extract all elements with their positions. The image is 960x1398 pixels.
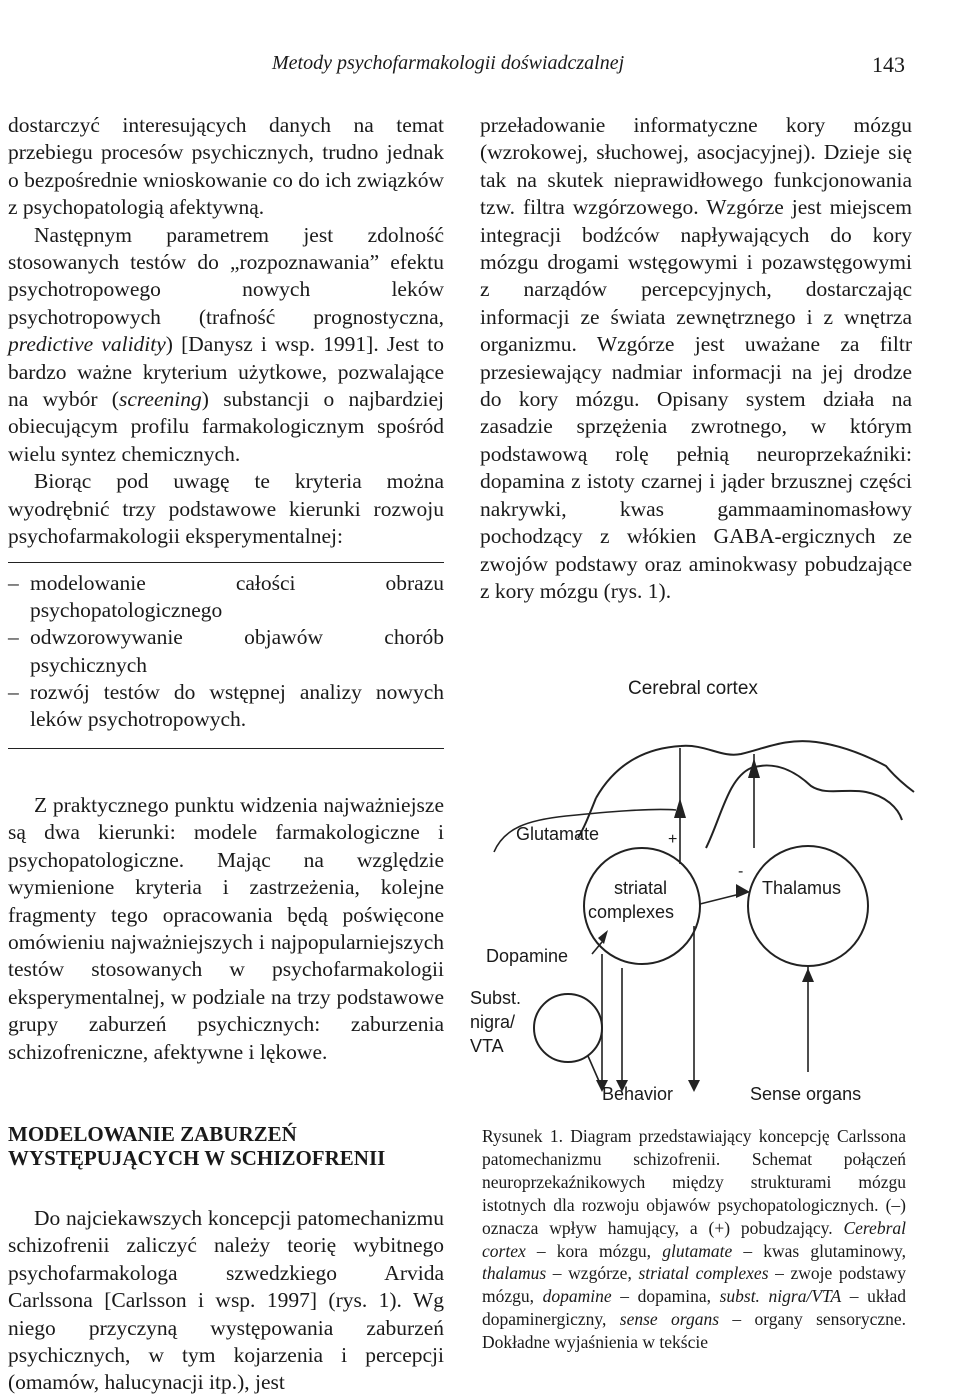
cerebral-cortex-label: Cerebral cortex <box>628 678 758 699</box>
sense-organs-label: Sense organs <box>750 1084 862 1104</box>
italic-term: predictive validity <box>8 332 166 357</box>
running-title: Metody psychofarmakologii doświadczalnej <box>272 52 625 74</box>
text-run: ) [Danysz i wsp. 1991]. Jest to bardzo ważne kryterium użytkowe, pozwalające na wybór ( <box>8 332 444 412</box>
left-column-bottom <box>8 1205 444 1397</box>
paragraph-practical: Z praktycznego punktu widzenia najważniejsze są dwa kierunki: modele farmakologiczne i psychopatologiczne. Mając na względzie wymienione kryteria i zastrzeżenia, kolejne fragmenty tego opracowania będą poświęcone omówieniu najważniejszych i najpopularniejszych testów stosowanych w psychofarmakologii eksperymentalnej, w podziale na trzy podstawowe grupy zaburzeń psychicznych: zaburzenia schizofreniczne, afektywne i lękowe. <box>8 793 444 1064</box>
paragraph-predictive-validity <box>8 222 444 469</box>
left-column-middle <box>8 792 444 1066</box>
page-number: 143 <box>872 52 905 77</box>
caption-text: – dopamina, <box>611 1286 720 1307</box>
list-item: – odwzorowywanie objawów chorób psychicznych <box>8 624 444 678</box>
caption-term: striatal complexes <box>638 1263 769 1284</box>
paragraph-criteria: Biorąc pod uwagę te kryteria można wyodrębnić trzy podstawowe kierunki rozwoju psychofarmakologii eksperymentalnej: <box>8 469 444 549</box>
thalamus-circle <box>748 846 868 966</box>
cortex-inner-fold <box>706 765 902 848</box>
section-heading <box>8 1122 444 1170</box>
figure-caption <box>482 1125 906 1354</box>
striatal-label: striatal <box>614 878 668 898</box>
arrow-head <box>598 930 608 944</box>
subst-label: Subst. <box>470 988 522 1008</box>
paragraph-thalamic-filter: przeładowanie informatyczne kory mózgu (wzrokowej, słuchowej, asocjacyjnej). Dzieje się tak na skutek nieprawidłowego funkcjonowania tzw. filtra wzgórzowego. Wzgórze jest miejscem integracji bodźców napływających do kory mózgu drogami wstęgowymi i pozawstęgowymi z narządów percepcyjnych, dostarczając informacji ze świata zewnętrznego i z wnętrza organizmu. Wzgórze jest uważane za filtr przesiewający nadmiar informacji na jej drodze do kory mózgu. Opisany system działa na zasadzie sprzężenia zwrotnego, w którym podstawową rolę pełnią neuroprzekaźniki: dopamina z istoty czarnej i jąder brzusznej części nakrywki, kwas gammaaminomasłowy pochodzący z włókien GABA-ergicznych ze zwojów podstawy oraz aminokwasy pobudzające z kory mózgu (rys. 1). <box>480 113 912 603</box>
caption-text: – kwas glutaminowy, <box>732 1240 906 1261</box>
left-column-top <box>8 112 444 551</box>
arrow-head <box>674 798 686 818</box>
caption-text: – zwoje podstawy mózgu, <box>482 1263 906 1307</box>
glutamate-label: Glutamate <box>516 824 600 844</box>
subst-nigra-circle <box>534 994 602 1062</box>
list-top-rule <box>8 562 444 563</box>
caption-text: – kora mózgu, <box>525 1240 663 1261</box>
caption-term: subst. nigra/VTA <box>719 1286 842 1307</box>
list-bottom-rule <box>8 748 444 749</box>
directions-list <box>8 570 444 733</box>
plus-sign: + <box>668 831 678 848</box>
dopamine-label: Dopamine <box>486 946 569 966</box>
caption-term: thalamus <box>482 1263 547 1284</box>
thalamus-label: Thalamus <box>762 878 842 898</box>
heading-line: WYSTĘPUJĄCYCH W SCHIZOFRENII <box>8 1146 386 1170</box>
minus-sign: - <box>738 863 744 880</box>
caption-term: glutamate <box>662 1240 733 1261</box>
caption-text: – wzgórze, <box>546 1263 639 1284</box>
text-run: ) substancji o najbardziej obiecującym profilu farmakologicznym spośród wielu syntez chemicznych. <box>8 387 444 466</box>
subst-label: VTA <box>470 1036 504 1056</box>
striatal-label: complexes <box>588 902 675 922</box>
arrow-head <box>688 1080 700 1092</box>
caption-text: Rysunek 1. Diagram przedstawiający koncepcję Carlssona patomechanizmu schizofrenii. Schemat połączeń neuroprzekaźnikowych między strukturami mózgu istotnych dla rozwoju objawów psychopatologicznych. (–) oznacza wpływ hamujący, a (+) pobudzający. <box>482 1126 906 1238</box>
italic-term: screening <box>118 387 202 412</box>
caption-text: – układ dopaminergiczny, <box>482 1286 906 1330</box>
caption-term: Cerebral cortex <box>482 1217 906 1261</box>
arrow-head <box>802 968 814 982</box>
list-item: – modelowanie całości obrazu psychopatologicznego <box>8 570 444 624</box>
paragraph-continuation: dostarczyć interesujących danych na temat przebiegu procesów psychicznych, trudno jednak o bezpośrednie wnioskowanie co do ich związków z psychopatologią afektywną. <box>8 113 444 220</box>
caption-term: sense organs <box>619 1309 719 1330</box>
right-column <box>480 112 912 605</box>
heading-line: MODELOWANIE ZABURZEŃ <box>8 1122 297 1146</box>
list-item: – rozwój testów do wstępnej analizy nowych leków psychotropowych. <box>8 679 444 733</box>
paragraph-carlsson: Do najciekawszych koncepcji patomechanizmu schizofrenii zaliczyć należy teorię wybitnego psychofarmakologa szwedzkiego Arvida Carlssona [Carlsson i wsp. 1997] (rys. 1). Wg niego przyczyną występowania zaburzeń psychicznych, w tym kojarzenia i percepcji (omamów, halucynacji itp.), jest <box>8 1206 444 1395</box>
caption-text: – organy sensoryczne. Dokładne wyjaśnienia w tekście <box>482 1309 906 1353</box>
behavior-label: Behavior <box>602 1084 674 1104</box>
carlsson-diagram <box>466 668 946 1120</box>
text-run: Następnym parametrem jest zdolność stosowanych testów do „rozpoznawania” efektu psychotropowego nowych leków psychotropowych (trafność prognostyczna, <box>8 222 444 329</box>
subst-label: nigra/ <box>470 1012 516 1032</box>
caption-term: dopamine <box>542 1286 612 1307</box>
